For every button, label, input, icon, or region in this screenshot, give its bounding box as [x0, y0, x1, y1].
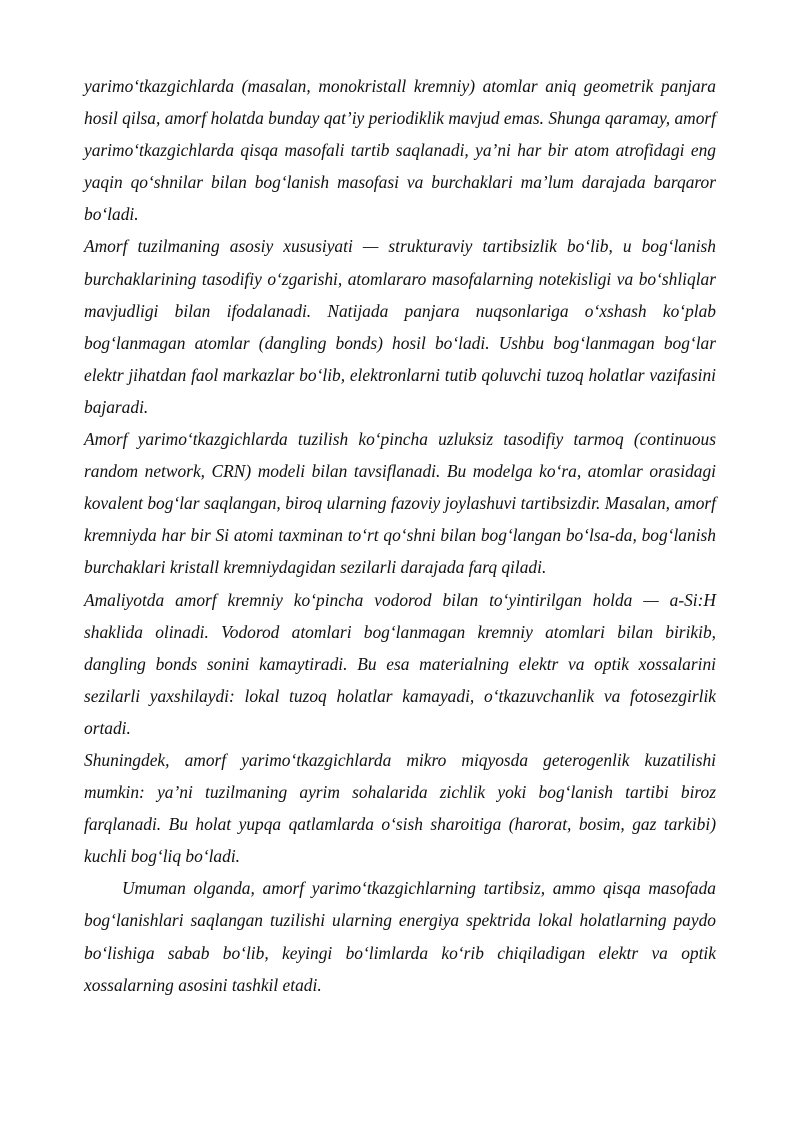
paragraph-lattice-intro: yarimo‘tkazgichlarda (masalan, monokristall kremniy) atomlar aniq geometrik panjara hosil qilsa, amorf holatda bunday qat’iy periodiklik mavjud emas. Shunga qaramay, amorf yarimo‘tkazgichlarda qisqa masofali tartib saqlanadi, ya’ni har bir atom atrofidagi eng yaqin qo‘shnilar bilan bog‘lanish masofasi va burchaklari ma’lum darajada barqaror bo‘ladi. [84, 76, 716, 225]
paragraph-heterogeneity: Shuningdek, amorf yarimo‘tkazgichlarda mikro miqyosda geterogenlik kuzatilishi mumkin: ya’ni tuzilmaning ayrim sohalarida zichlik yoki bog‘lanish tartibi biroz farqlanadi. Bu holat yupqa qatlamlarda o‘sish sharoitiga (harorat, bosim, gaz tarkibi) kuchli bog‘liq bo‘ladi. [84, 749, 716, 867]
paragraph-conclusion: Umuman olganda, amorf yarimo‘tkazgichlarning tartibsiz, ammo qisqa masofada bog‘lanishlari saqlangan tuzilishi ularning energiya spektrida lokal holatlarning paydo bo‘lishiga sabab bo‘lib, keyingi bo‘limlarda ko‘rib chiqiladigan elektr va optik xossalarning asosini tashkil etadi. [84, 878, 716, 995]
paragraph-hydrogenated-silicon: Amaliyotda amorf kremniy ko‘pincha vodorod bilan to‘yintirilgan holda — a-Si:H shaklida olinadi. Vodorod atomlari bog‘lanmagan kremniy atomlari bilan birikib, dangling bonds sonini kamaytiradi. Bu esa materialning elektr va optik xossalarini sezilarli yaxshilaydi: lokal tuzoq holatlar kamayadi, o‘tkazuvchanlik va fotosezgirlik ortadi. [84, 589, 716, 738]
paragraph-crn-model: Amorf yarimo‘tkazgichlarda tuzilish ko‘pincha uzluksiz tasodifiy tarmoq (continuous random network, CRN) modeli bilan tavsiflanadi. Bu modelga ko‘ra, atomlar orasidagi kovalent bog‘lar saqlangan, biroq ularning fazoviy joylashuvi tartibsizdir. Masalan, amorf kremniyda har bir Si atomi taxminan to‘rt qo‘shni bilan bog‘langan bo‘lsa-da, bog‘lanish burchaklari kristall kremniydagidan sezilarli darajada farq qiladi. [84, 429, 716, 578]
document-page [84, 70, 716, 1001]
paragraph-structural-disorder: Amorf tuzilmaning asosiy xususiyati — strukturaviy tartibsizlik bo‘lib, u bog‘lanish burchaklarining tasodifiy o‘zgarishi, atomlararo masofalarning notekisligi va bo‘shliqlar mavjudligi bilan ifodalanadi. Natijada panjara nuqsonlariga o‘xshash ko‘plab bog‘lanmagan atomlar (dangling bonds) hosil bo‘ladi. Ushbu bog‘lanmagan bog‘lar elektr jihatdan faol markazlar bo‘lib, elektronlarni tutib qoluvchi tuzoq holatlar vazifasini bajaradi. [84, 236, 716, 417]
